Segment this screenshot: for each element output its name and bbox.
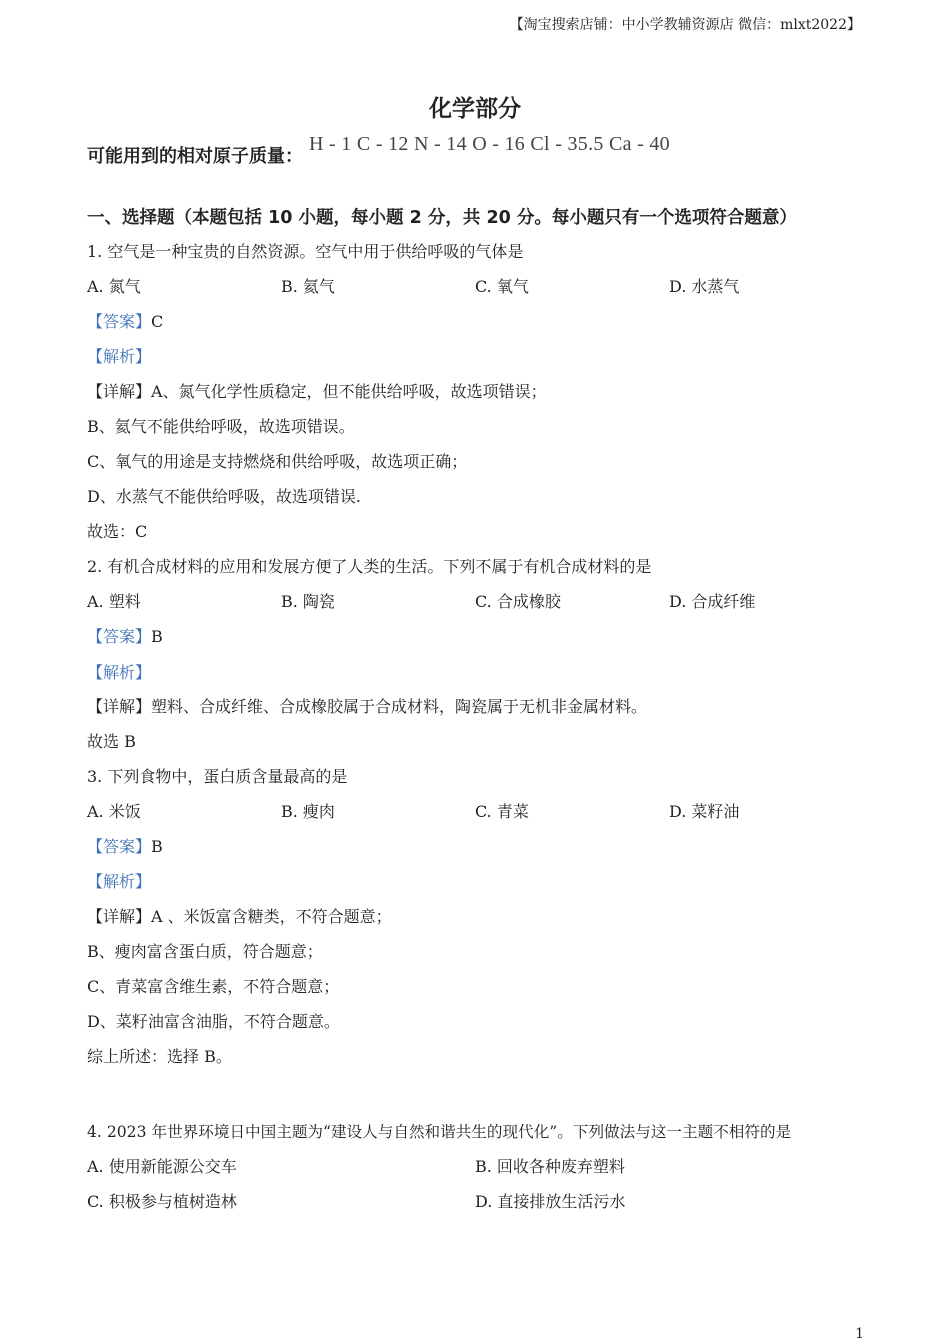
page-number: 1	[855, 1326, 864, 1342]
question-3-option-d: D. 菜籽油	[669, 802, 740, 821]
question-3-option-a: A. 米饭	[87, 802, 141, 821]
question-3-detail-line-1	[87, 906, 392, 928]
question-2-answer	[87, 626, 163, 648]
question-1-answer	[87, 311, 163, 333]
question-1-detail-line-2: B、氦气不能供给呼吸，故选项错误。	[87, 417, 355, 436]
atomic-masses-label: 可能用到的相对原子质量：	[87, 146, 303, 167]
question-4-option-d: D. 直接排放生活污水	[475, 1192, 626, 1211]
question-3-option-c: C. 青菜	[475, 802, 529, 821]
question-4-option-b: B. 回收各种废弃塑料	[475, 1157, 625, 1176]
question-1-option-a: A. 氮气	[87, 277, 141, 296]
question-1-stem: 1. 空气是一种宝贵的自然资源。空气中用于供给呼吸的气体是	[87, 242, 524, 261]
question-4-stem: 4. 2023 年世界环境日中国主题为“建设人与自然和谐共生的现代化”。下列做法与这一主题不相符的是	[87, 1123, 792, 1141]
answer-tag: 【答案】	[87, 627, 152, 646]
question-2-stem: 2. 有机合成材料的应用和发展方便了人类的生活。下列不属于有机合成材料的是	[87, 557, 652, 576]
page-title: 化学部分	[429, 96, 521, 122]
question-2-analysis-tag: 【解析】	[87, 663, 152, 682]
answer-tag: 【答案】	[87, 312, 152, 331]
section-heading: 一、选择题（本题包括 10 小题，每小题 2 分，共 20 分。每小题只有一个选项符合题意）	[87, 208, 797, 228]
question-1-detail-line-4: D、水蒸气不能供给呼吸，故选项错误.	[87, 487, 361, 506]
question-2-conclusion: 故选 B	[87, 732, 136, 751]
question-1-option-b: B. 氦气	[281, 277, 335, 296]
question-1-option-d: D. 水蒸气	[669, 277, 740, 296]
question-3-conclusion: 综上所述：选择 B。	[87, 1047, 232, 1066]
detail-tag: 【详解】	[87, 907, 152, 926]
header-note: 【淘宝搜索店铺：中小学教辅资源店 微信：mlxt2022】	[509, 17, 861, 33]
atomic-masses-values: H - 1 C - 12 N - 14 O - 16 Cl - 35.5 Ca - 40	[309, 133, 670, 155]
question-3-option-b: B. 瘦肉	[281, 802, 335, 821]
question-3-analysis-tag: 【解析】	[87, 872, 152, 891]
question-4-option-c: C. 积极参与植树造林	[87, 1192, 237, 1211]
question-3-detail-line-4: D、菜籽油富含油脂，不符合题意。	[87, 1012, 340, 1031]
detail-text: A 、米饭富含糖类，不符合题意；	[151, 907, 392, 926]
question-1-detail-line-1	[87, 381, 547, 403]
answer-tag: 【答案】	[87, 837, 152, 856]
question-1-option-c: C. 氧气	[475, 277, 529, 296]
atomic-masses-row	[87, 133, 670, 168]
question-1-conclusion: 故选：C	[87, 522, 148, 541]
question-1-analysis-tag: 【解析】	[87, 347, 152, 366]
question-2-option-d: D. 合成纤维	[669, 592, 756, 611]
question-3-detail-line-2: B、瘦肉富含蛋白质，符合题意；	[87, 942, 323, 961]
question-3-detail-line-3: C、青菜富含维生素，不符合题意；	[87, 977, 340, 996]
detail-text: A、氮气化学性质稳定，但不能供给呼吸，故选项错误；	[151, 382, 547, 401]
question-1-detail-line-3: C、氧气的用途是支持燃烧和供给呼吸，故选项正确；	[87, 452, 468, 471]
answer-value: C	[151, 312, 164, 331]
answer-value: B	[151, 837, 163, 856]
question-4-option-a: A. 使用新能源公交车	[87, 1157, 237, 1176]
question-2-option-b: B. 陶瓷	[281, 592, 335, 611]
detail-tag: 【详解】	[87, 382, 152, 401]
question-3-answer	[87, 836, 163, 858]
question-3-stem: 3. 下列食物中，蛋白质含量最高的是	[87, 767, 348, 786]
question-2-option-a: A. 塑料	[87, 592, 141, 611]
answer-value: B	[151, 627, 163, 646]
question-2-option-c: C. 合成橡胶	[475, 592, 561, 611]
detail-text: 塑料、合成纤维、合成橡胶属于合成材料，陶瓷属于无机非金属材料。	[151, 697, 648, 716]
question-2-detail-line-1	[87, 696, 647, 718]
detail-tag: 【详解】	[87, 697, 152, 716]
